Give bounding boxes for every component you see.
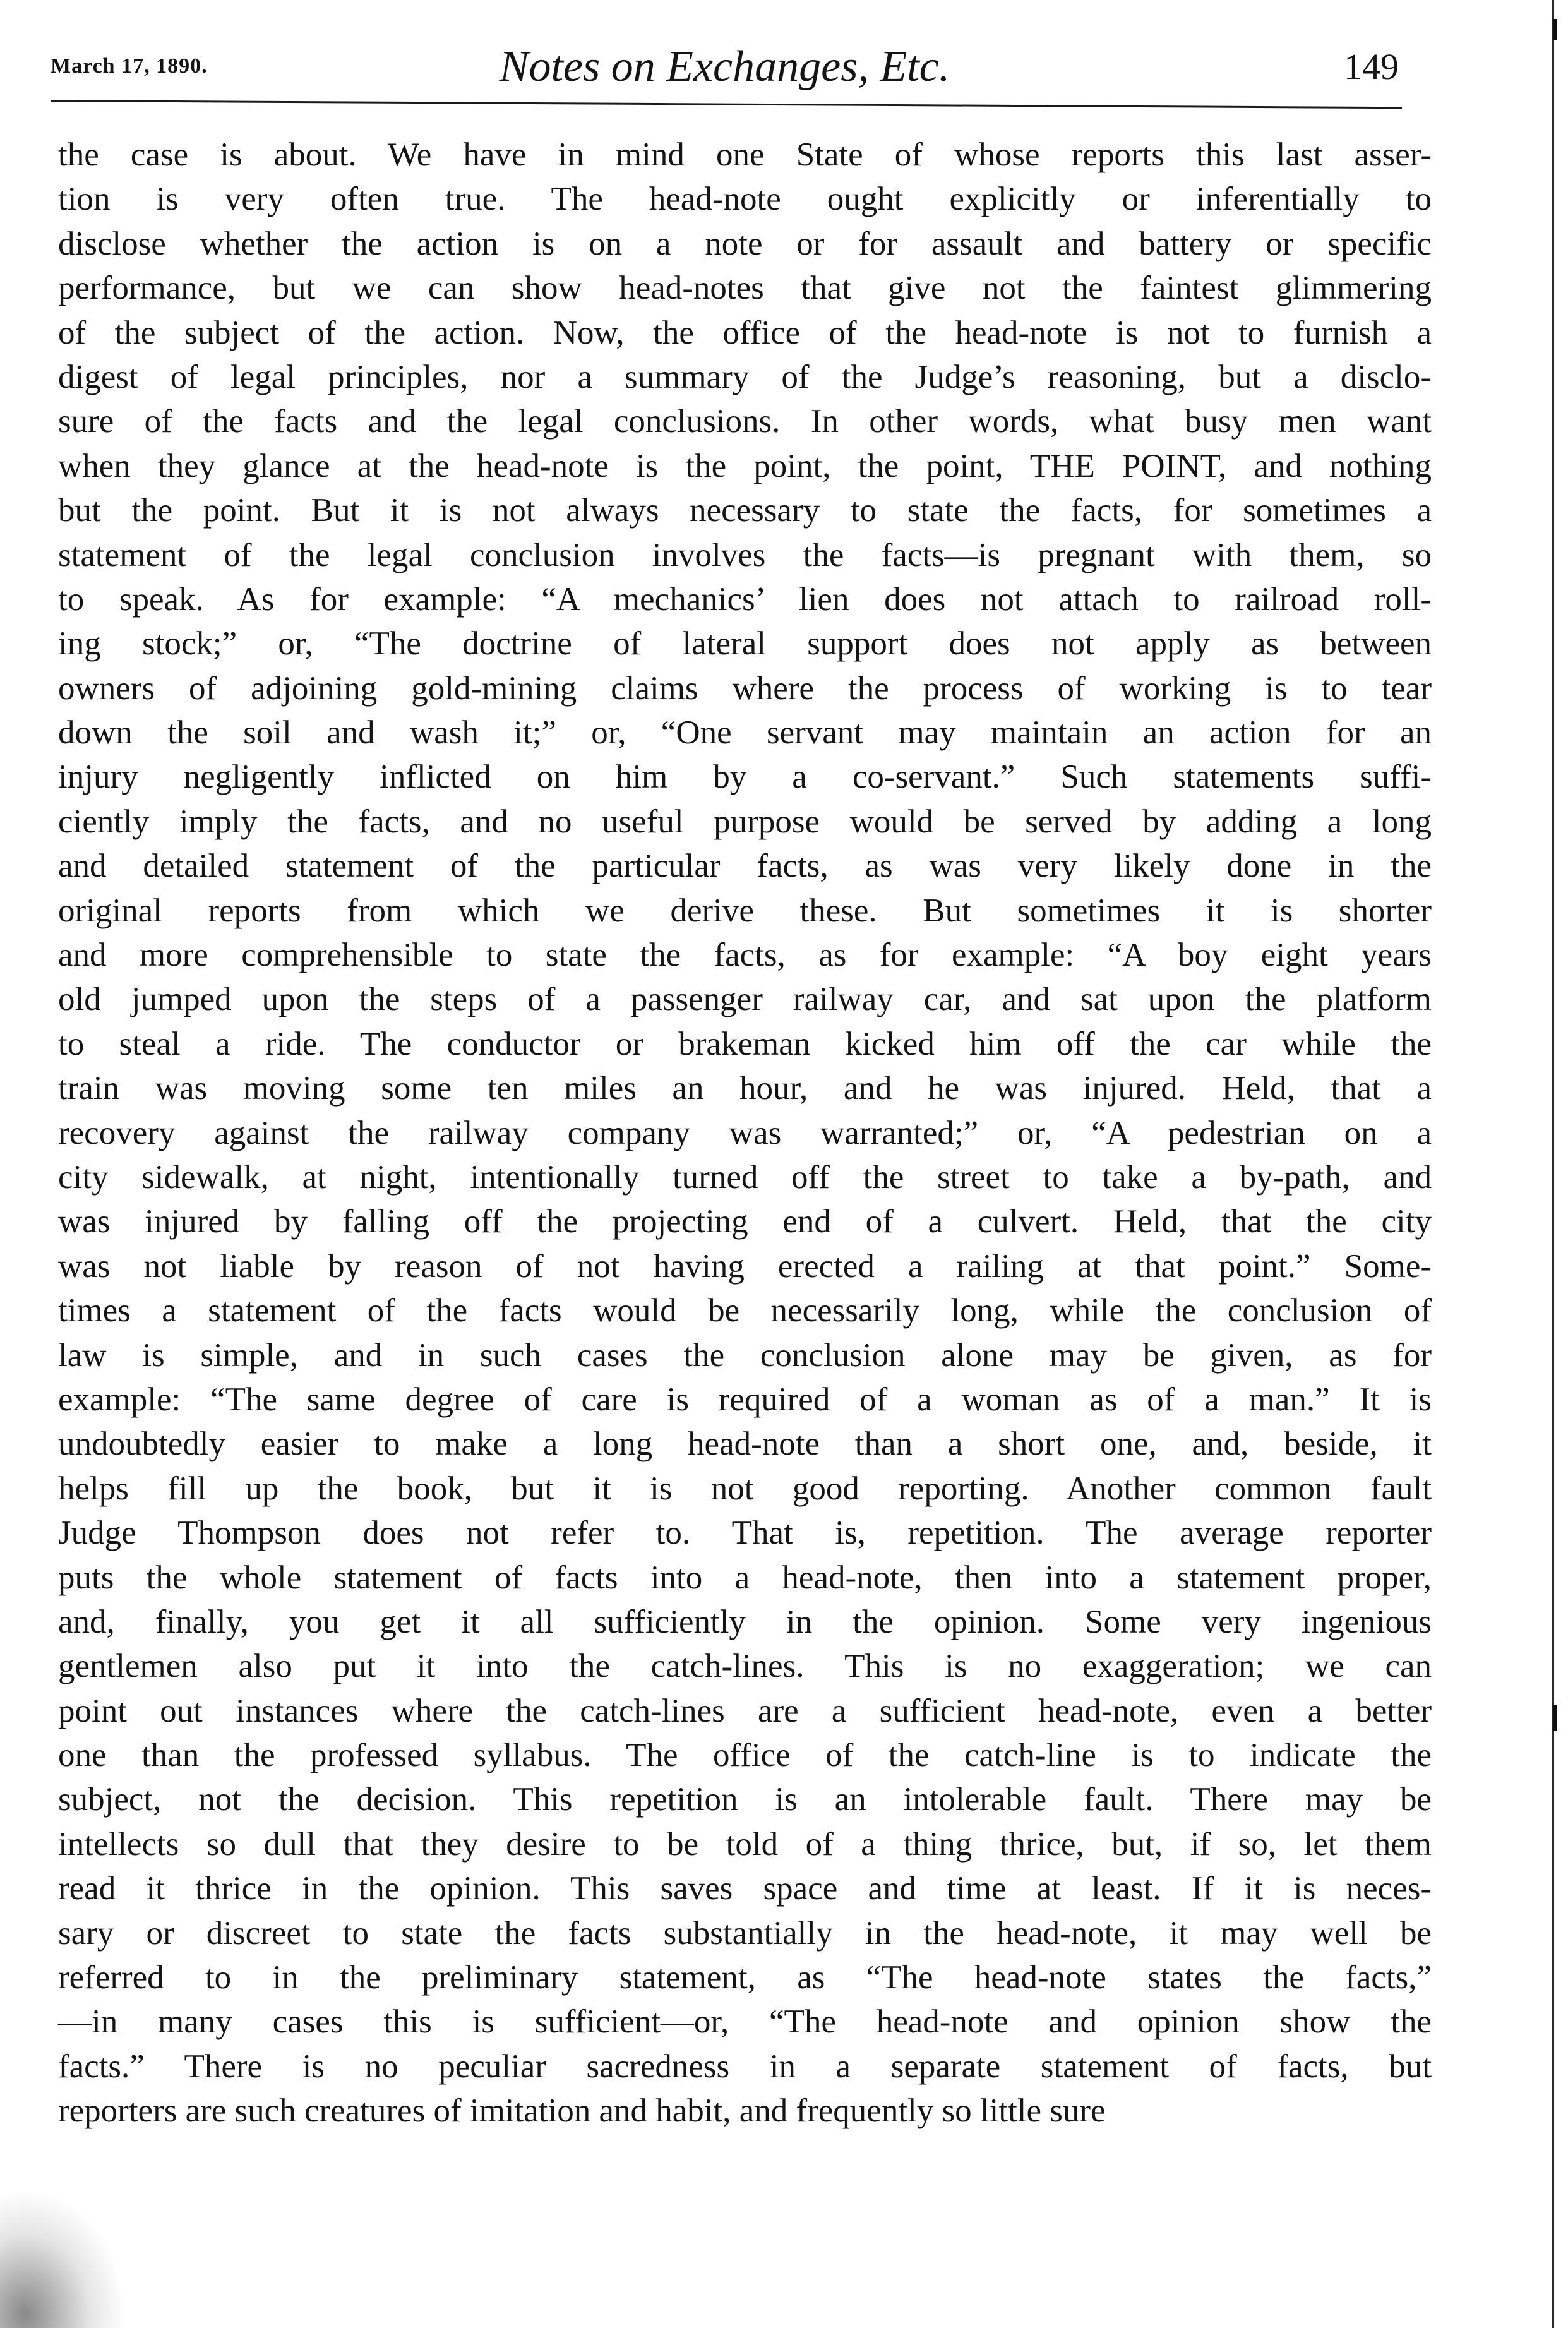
text-line: and, finally, you get it all sufficiently in the opinion. Some very ingenious xyxy=(58,1603,1432,1640)
text-line: puts the whole statement of facts into a head-note, then into a statement proper, xyxy=(58,1559,1432,1596)
text-line: digest of legal principles, nor a summary of the Judge’s reasoning, but a disclo- xyxy=(58,358,1432,395)
text-line: law is simple, and in such cases the conclusion alone may be given, as for xyxy=(58,1336,1432,1374)
text-line: recovery against the railway company was warranted;” or, “A pedestrian on a xyxy=(58,1114,1432,1151)
text-line: sary or discreet to state the facts substantially in the head-note, it may well be xyxy=(58,1914,1432,1952)
text-line: —in many cases this is sufficient—or, “The head-note and opinion show the xyxy=(58,2003,1432,2041)
text-line: subject, not the decision. This repetition is an intolerable fault. There may be xyxy=(58,1781,1432,1818)
text-line: read it thrice in the opinion. This saves space and time at least. If it is neces- xyxy=(58,1870,1432,1907)
issue-date: March 17, 1890. xyxy=(51,54,208,78)
text-line: ciently imply the facts, and no useful purpose would be served by adding a long xyxy=(58,803,1432,840)
text-line: gentlemen also put it into the catch-lines. This is no exaggeration; we can xyxy=(58,1648,1432,1685)
text-line: old jumped upon the steps of a passenger railway car, and sat upon the platform xyxy=(58,981,1432,1018)
text-line: city sidewalk, at night, intentionally turned off the street to take a by-path, and xyxy=(58,1158,1432,1196)
edge-mark xyxy=(1553,1705,1557,1731)
text-line: sure of the facts and the legal conclusions. In other words, what busy men want xyxy=(58,403,1432,440)
text-line: but the point. But it is not always necessary to state the facts, for sometimes a xyxy=(58,492,1432,529)
edge-mark xyxy=(1553,19,1557,40)
text-line: to speak. As for example: “A mechanics’ lien does not attach to railroad roll- xyxy=(58,580,1432,618)
text-line: one than the professed syllabus. The office of the catch-line is to indicate the xyxy=(58,1737,1432,1774)
text-line: down the soil and wash it;” or, “One servant may maintain an action for an xyxy=(58,714,1432,752)
text-line: facts.” There is no peculiar sacredness in a separate statement of facts, but xyxy=(58,2048,1432,2085)
text-line: times a statement of the facts would be necessarily long, while the conclusion of xyxy=(58,1292,1432,1329)
page-number: 149 xyxy=(1344,46,1399,87)
running-header xyxy=(51,37,1399,100)
text-line: helps fill up the book, but it is not good reporting. Another common fault xyxy=(58,1470,1432,1507)
text-line: and detailed statement of the particular facts, as was very likely done in the xyxy=(58,848,1432,885)
text-line: to steal a ride. The conductor or brakeman kicked him off the car while the xyxy=(58,1025,1432,1062)
body-text xyxy=(58,133,1432,2133)
text-line: intellects so dull that they desire to be told of a thing thrice, but, if so, let them xyxy=(58,1825,1432,1863)
text-line: ing stock;” or, “The doctrine of lateral support does not apply as between xyxy=(58,625,1432,663)
text-line: tion is very often true. The head-note ought explicitly or inferentially to xyxy=(58,181,1432,218)
scan-smudge xyxy=(0,2189,126,2328)
text-line: of the subject of the action. Now, the office of the head-note is not to furnish a xyxy=(58,314,1432,351)
text-line: referred to in the preliminary statement, as “The head-note states the facts,” xyxy=(58,1959,1432,1996)
text-line: point out instances where the catch-lines are a sufficient head-note, even a better xyxy=(58,1692,1432,1729)
text-line: when they glance at the head-note is the point, the point, THE POINT, and nothing xyxy=(58,447,1432,484)
text-line: original reports from which we derive these. But sometimes it is shorter xyxy=(58,892,1432,929)
text-line: train was moving some ten miles an hour, and he was injured. Held, that a xyxy=(58,1070,1432,1107)
text-line: undoubtedly easier to make a long head-note than a short one, and, beside, it xyxy=(58,1425,1432,1463)
text-line: was injured by falling off the projecting end of a culvert. Held, that the city xyxy=(58,1203,1432,1240)
text-line: reporters are such creatures of imitation and habit, and frequently so little sure xyxy=(58,2092,1106,2130)
header-rule xyxy=(51,100,1402,109)
text-line: Judge Thompson does not refer to. That is, repetition. The average reporter xyxy=(58,1515,1432,1552)
text-line: injury negligently inflicted on him by a co-servant.” Such statements suffi- xyxy=(58,759,1432,796)
page-binding-edge xyxy=(1552,0,1554,2328)
text-line: and more comprehensible to state the facts, as for example: “A boy eight years xyxy=(58,937,1432,974)
text-line: was not liable by reason of not having erected a railing at that point.” Some- xyxy=(58,1247,1432,1285)
running-title: Notes on Exchanges, Etc. xyxy=(499,42,950,91)
text-line: performance, but we can show head-notes that give not the faintest glimmering xyxy=(58,270,1432,307)
text-line: the case is about. We have in mind one State of whose reports this last asser- xyxy=(58,136,1432,173)
text-line: owners of adjoining gold-mining claims where the process of working is to tear xyxy=(58,669,1432,707)
text-line: disclose whether the action is on a note or for assault and battery or specific xyxy=(58,225,1432,262)
text-line: example: “The same degree of care is required of a woman as of a man.” It is xyxy=(58,1381,1432,1418)
text-line: statement of the legal conclusion involves the facts—is pregnant with them, so xyxy=(58,536,1432,573)
